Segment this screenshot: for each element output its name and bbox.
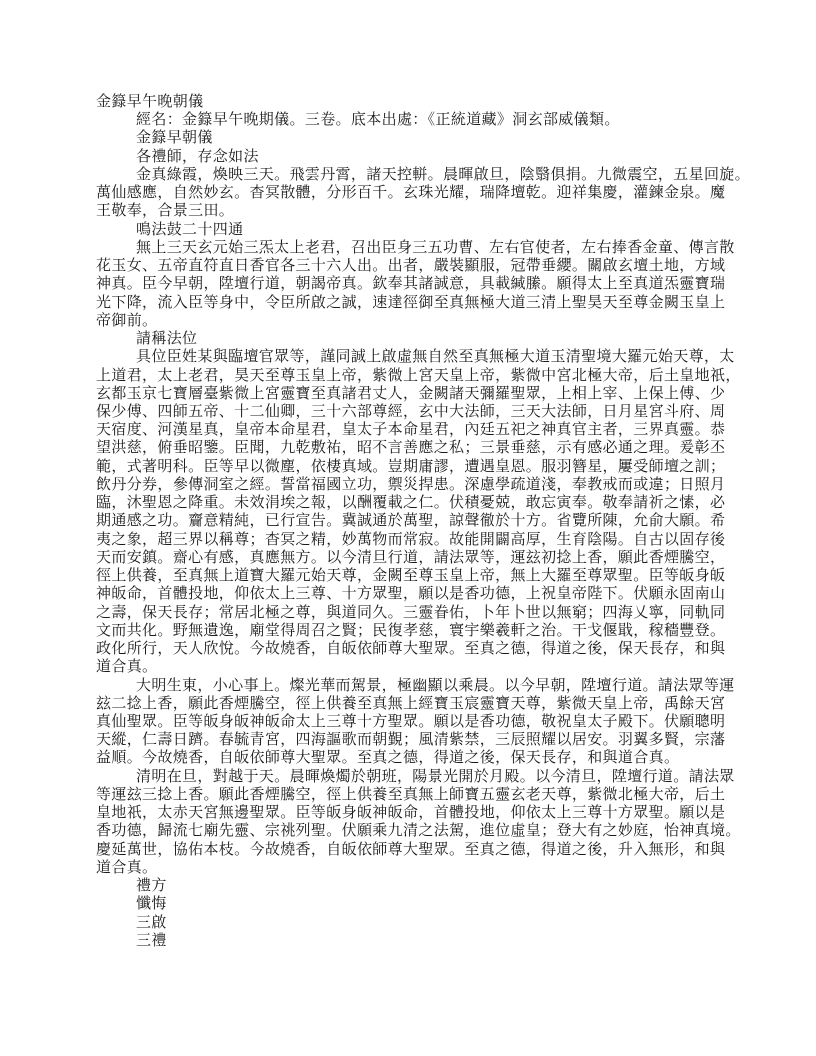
text-line: 萬仙感應，自然妙玄。杳冥散體，分形百千。玄珠光耀，瑞降壇乾。迎祥集慶，灌鍊金泉。魔: [96, 183, 726, 202]
text-line: 玄都玉京七寶層臺紫微上宮靈寶至真諸君丈人，金闕諸天彌羅聖眾，上相上宰、上保上傅、少: [96, 383, 726, 402]
text-line: 花玉女、五帝直符直日香官各三十六人出。出者，嚴裝顯服，冠帶垂纓。關啟玄壇土地，方域: [96, 256, 726, 275]
text-line: 臨，沐聖恩之降重。未效涓埃之報，以酬覆載之仁。伏積憂兢，敢忘寅奉。敬奉請祈之愫，必: [96, 493, 726, 512]
text-line: 等運玆三捻上香。願此香煙騰空，徑上供養至真無上師寶五靈玄老天尊，紫微北極大帝，后土: [96, 784, 726, 803]
text-line: 具位臣姓某與臨壇官眾等，謹同誠上啟虛無自然至真無極大道玉清聖境大羅元始天尊，太: [136, 347, 735, 366]
text-line: 皇地祇，太赤天宮無邊聖眾。臣等皈身皈神皈命，首體投地，仰依太上三尊十方眾聖。願以是: [96, 803, 726, 822]
text-line: 政化所行，天人欣悅。今故燒香，自皈依師尊大聖眾。至真之德，得道之後，保天長存，和與: [96, 639, 726, 658]
text-line: 光下降，流入臣等身中，令臣所啟之誠，速達徑御至真無極大道三清上聖昊天至尊金闕玉皇上: [96, 292, 726, 311]
text-line: 神真。臣今早朝，陞壇行道，朝謁帝真。欽奉其諸誠意，具載緘縢。願得太上至真道炁靈寶瑞: [96, 274, 726, 293]
text-line: 大明生東，小心事上。燦光華而駕景，極幽顯以乘晨。以今早朝，陞壇行道。請法眾等運: [136, 675, 735, 694]
text-line: 金真綠霞，煥映三天。飛雲丹霄，諸天控軿。晨暉啟旦，陰翳俱捐。九微震空，五星回旋。: [136, 164, 751, 183]
document-title: 金籙早午晚朝儀: [96, 92, 204, 110]
text-line: 請稱法位: [136, 329, 198, 348]
text-line: 神皈命，首體投地，仰依太上三尊、十方眾聖，願以是香功德，上祝皇帝陛下。伏願永固南山: [96, 584, 726, 603]
text-line: 帝御前。: [96, 310, 158, 329]
document-text-block: [96, 92, 751, 949]
text-line: 望洪慈，俯垂昭鑒。臣聞，九乾敷祐，昭不言善應之私；三景垂慈，示有感必通之理。爰彰丕: [96, 438, 726, 457]
text-line: 金籙早朝儀: [136, 128, 213, 147]
text-line: 懺悔: [136, 894, 167, 913]
text-line: 禮方: [136, 876, 167, 895]
text-line: 經名：金籙早午晚期儀。三卷。底本出處：《正統道藏》洞玄部威儀類。: [136, 110, 620, 129]
text-line: 飲丹分券，參傳洞室之經。誓當福國立功，禦災捍患。深慮學疏道淺，奉教戒而或違；日照月: [96, 474, 726, 493]
text-line: 無上三天玄元始三炁太上老君，召出臣身三五功曹、左右官使者，左右捧香金童、傳言散: [136, 237, 735, 256]
text-line: 玆二捻上香，願此香煙騰空，徑上供養至真無上經寶玉宸靈寶天尊，紫微天皇上帝，禹餘天宮: [96, 693, 726, 712]
text-line: 上道君，太上老君，昊天至尊玉皇上帝，紫微上宮天皇上帝，紫微中宮北極大帝，后土皇地祇，: [96, 365, 741, 384]
text-line: 真仙聖眾。臣等皈身皈神皈命太上三尊十方聖眾。願以是香功德，敬祝皇太子殿下。伏願聰明: [96, 711, 726, 730]
text-line: 清明在旦，對越于天。晨暉煥燭於朝班，陽景光開於月殿。以今清旦，陞壇行道。請法眾: [136, 766, 735, 785]
text-line: 道合真。: [96, 657, 158, 676]
text-line: 道合真。: [96, 857, 158, 876]
text-line: 王敬奉，合景三田。: [96, 201, 235, 220]
text-line: 益順。今故燒香，自皈依師尊大聖眾。至真之德，得道之後，保天長存，和與道合真。: [96, 748, 680, 767]
text-line: 慶延萬世，協佑本枝。今故燒香，自皈依師尊大聖眾。至真之德，得道之後，升入無形，和與: [96, 839, 726, 858]
text-line: 各禮師，存念如法: [136, 146, 259, 165]
text-line: 三禮: [136, 930, 167, 949]
text-line: 範，式著明科。臣等早以微塵，依棲真域。豈期庸謬，遭遇皇恩。服羽簪星，屢受師壇之訓；: [96, 456, 726, 475]
text-line: 保少傅、四師五帝、十二仙卿，三十六部尊經，玄中大法師，三天大法師，日月星宮斗府、周: [96, 401, 726, 420]
text-line: 香功德，歸流七廟先靈、宗祧列聖。伏願乘九清之法駕，進位虛皇；登大有之妙庭，怡神真境。: [96, 821, 741, 840]
text-line: 三啟: [136, 912, 167, 931]
text-line: 徑上供養，至真無上道寶大羅元始天尊，金闕至尊玉皇上帝，無上大羅至尊眾聖。臣等皈身皈: [96, 566, 726, 585]
text-line: 文而共化。野無遺逸，廟堂得周召之賢；民復孝慈，寰宇樂羲軒之治。干戈偃戢，稼穡豐登。: [96, 620, 726, 639]
text-line: 天宿度、河漢星真，皇帝本命星君，皇太子本命星君，內廷五祀之神真官主者，三界真靈。恭: [96, 420, 726, 439]
text-line: 期通感之功。齎意精純，已行宣告。冀誠通於萬聖，諒聲徹於十方。省覽所陳，允俞大願。希: [96, 511, 726, 530]
text-line: 鳴法鼓二十四通: [136, 219, 244, 238]
text-line: 天而安鎮。齋心有感，真應無方。以今清旦行道，請法眾等，運玆初捻上香，願此香煙騰空，: [96, 547, 726, 566]
text-line: 夷之象，超三界以稱尊；杳冥之精，妙萬物而常寂。故能開闢高厚，生育陰陽。自古以固存後: [96, 529, 726, 548]
text-line: 之壽，保天長存；常居北極之尊，與道同久。三靈眷佑，卜年卜世以無窮；四海乂寧，同軌同: [96, 602, 726, 621]
text-line: 天縱，仁壽日躋。春毓青宮，四海謳歌而朝覲；風清紫禁，三辰照耀以居安。羽翼多賢，宗藩: [96, 730, 726, 749]
